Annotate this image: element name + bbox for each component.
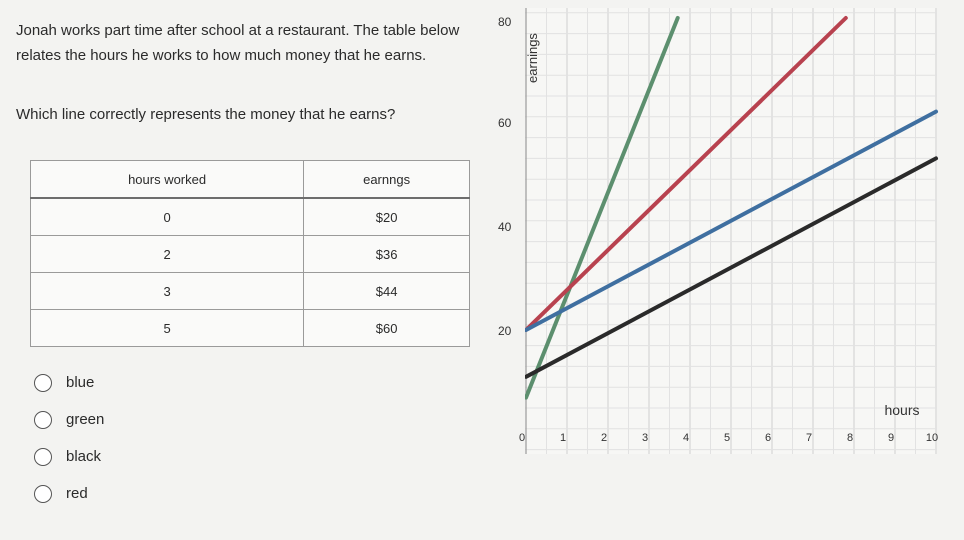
answer-options [34,364,104,512]
earnings-graph [490,0,964,540]
option-label: black [66,448,102,465]
y-axis-label: earnings [525,33,540,83]
y-tick-label: 80 [498,15,512,29]
x-tick-label: 4 [682,432,690,444]
header-earnings: earnngs [304,161,470,199]
radio-button[interactable] [34,411,52,429]
table-row [31,273,470,310]
table-row [31,236,470,273]
question-intro: Jonah works part time after school at a restaurant. The table below relates the hours he works to how much money that he earns. [16,22,460,64]
table-row [31,198,470,236]
table-cell: $60 [304,310,470,347]
option-red[interactable] [34,475,104,512]
x-tick-label: 9 [887,432,895,444]
table-cell: 3 [31,273,304,310]
option-black[interactable] [34,438,104,475]
y-tick-label: 40 [498,220,512,234]
x-tick-label: 1 [559,432,567,444]
x-tick-label: 10 [925,432,939,444]
x-tick-label: 5 [723,432,731,444]
x-tick-label: 7 [805,432,813,444]
x-tick-label: 2 [600,432,608,444]
x-tick-label: 8 [846,432,854,444]
option-label: blue [66,374,95,391]
y-tick-label: 20 [498,324,512,338]
hours-earnings-table [30,160,470,347]
y-tick-label: 60 [498,116,512,130]
x-axis-label: hours [884,402,920,418]
option-label: red [66,485,88,502]
x-tick-label: 6 [764,432,772,444]
question-prompt: Which line correctly represents the money that he earns? [16,106,396,123]
table-cell: $36 [304,236,470,273]
table-cell: 5 [31,310,304,347]
question-text [16,18,466,127]
table-row [31,310,470,347]
radio-button[interactable] [34,448,52,466]
option-green[interactable] [34,401,104,438]
radio-button[interactable] [34,485,52,503]
option-blue[interactable] [34,364,104,401]
table-cell: 2 [31,236,304,273]
table-cell: $20 [304,198,470,236]
table-header-row [31,161,470,199]
x-tick-label: 3 [641,432,649,444]
option-label: green [66,411,105,428]
table-cell: $44 [304,273,470,310]
x-tick-label: 0 [518,432,526,444]
radio-button[interactable] [34,374,52,392]
header-hours-worked: hours worked [31,161,304,199]
table-cell: 0 [31,198,304,236]
